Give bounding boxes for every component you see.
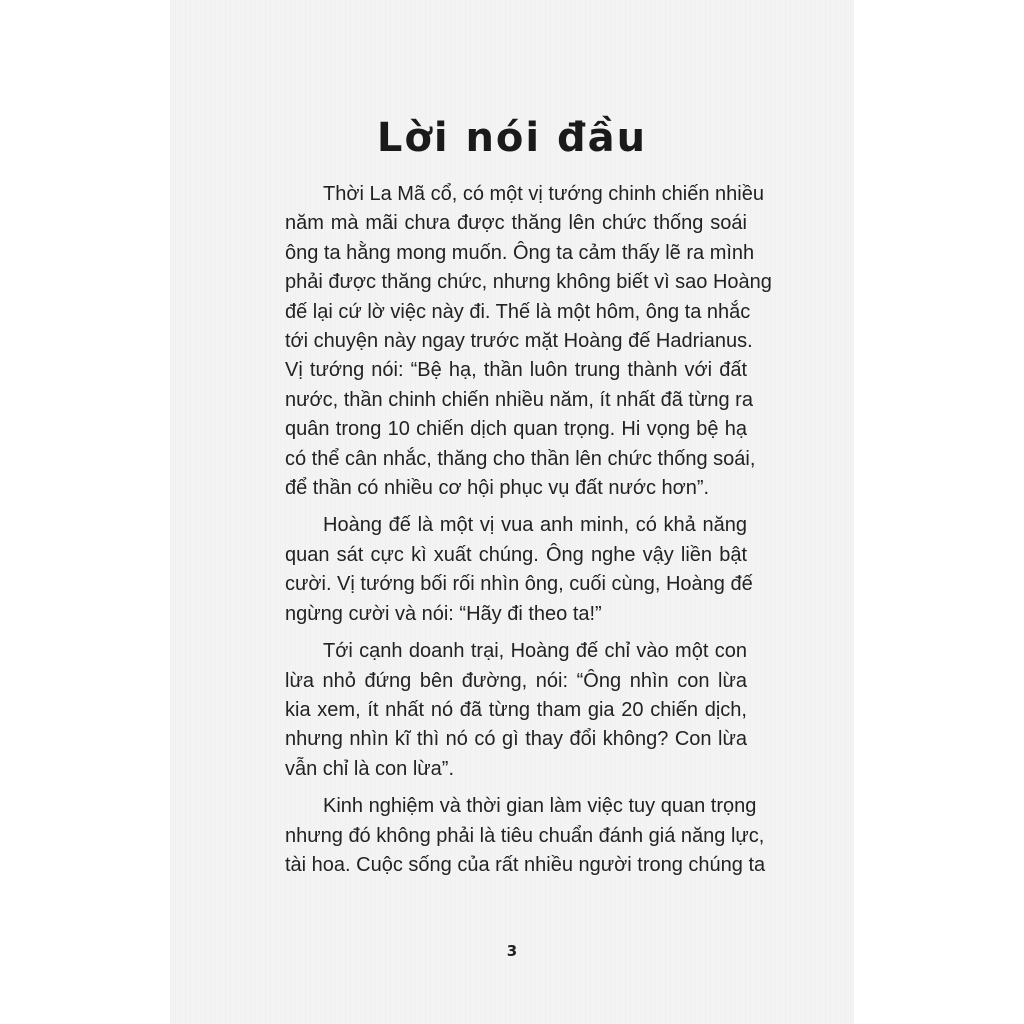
text-line: nhưng đó không phải là tiêu chuẩn đánh giá năng lực, <box>285 824 765 847</box>
text-line: quân trong 10 chiến dịch quan trọng. Hi vọng bệ hạ <box>285 418 747 441</box>
book-page <box>170 0 854 1024</box>
text-line: Kinh nghiệm và thời gian làm việc tuy quan trọng <box>323 795 757 818</box>
text-line: nước, thần chinh chiến nhiều năm, ít nhất đã từng ra <box>285 388 753 411</box>
text-line: để thần có nhiều cơ hội phục vụ đất nước hơn”. <box>285 477 710 500</box>
text-line: nhưng nhìn kĩ thì nó có gì thay đổi không? Con lừa <box>285 728 747 751</box>
text-line: tới chuyện này ngay trước mặt Hoàng đế Hadrianus. <box>285 330 753 353</box>
text-line: cười. Vị tướng bối rối nhìn ông, cuối cùng, Hoàng đế <box>285 573 753 596</box>
text-line: ông ta hằng mong muốn. Ông ta cảm thấy lẽ ra mình <box>285 241 755 264</box>
text-line: có thể cân nhắc, thăng cho thần lên chức thống soái, <box>285 447 756 470</box>
text-line: tài hoa. Cuộc sống của rất nhiều người trong chúng ta <box>285 853 766 876</box>
text-line: đế lại cứ lờ việc này đi. Thế là một hôm, ông ta nhắc <box>285 300 751 323</box>
text-line: vẫn chỉ là con lừa”. <box>285 757 455 780</box>
text-line: lừa nhỏ đứng bên đường, nói: “Ông nhìn con lừa <box>285 669 747 692</box>
text-line: Vị tướng nói: “Bệ hạ, thần luôn trung thành với đất <box>285 359 747 382</box>
text-line: Tới cạnh doanh trại, Hoàng đế chỉ vào một con <box>323 640 747 663</box>
text-line: Thời La Mã cổ, có một vị tướng chinh chiến nhiều <box>323 183 764 205</box>
text-line: kia xem, ít nhất nó đã từng tham gia 20 chiến dịch, <box>285 698 747 721</box>
paragraph-3 <box>285 637 747 784</box>
text-line: quan sát cực kì xuất chúng. Ông nghe vậy liền bật <box>285 543 747 566</box>
text-line: năm mà mãi chưa được thăng lên chức thống soái <box>285 212 747 235</box>
text-line: phải được thăng chức, nhưng không biết vì sao Hoàng <box>285 271 772 294</box>
paragraph-4 <box>285 792 766 880</box>
page-number: 3 <box>506 942 518 960</box>
paragraph-2 <box>285 511 753 629</box>
page-title: Lời nói đầu <box>376 115 648 161</box>
body-text <box>285 180 772 888</box>
paragraph-1 <box>285 180 772 503</box>
text-line: Hoàng đế là một vị vua anh minh, có khả năng <box>323 514 747 537</box>
text-line: ngừng cười và nói: “Hãy đi theo ta!” <box>285 602 602 625</box>
